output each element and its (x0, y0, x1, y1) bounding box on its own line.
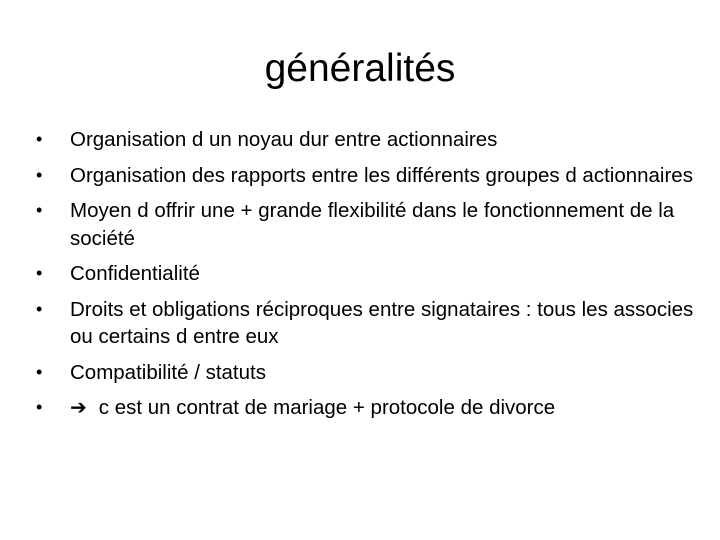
list-item (36, 162, 696, 190)
bullet-text: Organisation des rapports entre les différents groupes d actionnaires (70, 163, 693, 187)
bullet-list (36, 126, 696, 431)
bullet-text: Confidentialité (70, 262, 200, 285)
arrow-right-icon: ➔ (70, 397, 87, 419)
list-item (36, 197, 696, 252)
bullet-icon: • (36, 298, 43, 319)
bullet-icon: • (36, 361, 43, 382)
bullet-icon: • (36, 129, 43, 149)
list-item (36, 394, 696, 423)
list-item (36, 126, 696, 154)
list-item (36, 260, 696, 288)
list-item (36, 359, 696, 387)
bullet-icon: • (36, 164, 43, 185)
bullet-text: c est un contrat de mariage + protocole de divorce (98, 396, 556, 419)
bullet-text: Organisation d un noyau dur entre actionnaires (70, 128, 498, 151)
slide-title: généralités (264, 47, 456, 90)
bullet-icon: • (36, 397, 43, 417)
list-item (36, 296, 696, 351)
bullet-icon: • (36, 200, 43, 220)
bullet-text: Moyen d offrir une + grande flexibilité dans le fonctionnement de la société (70, 199, 675, 250)
bullet-text: Droits et obligations réciproques entre signataires : tous les associes ou certains d entre eux (70, 297, 694, 348)
bullet-text: Compatibilité / statuts (70, 360, 266, 384)
bullet-icon: • (36, 263, 43, 283)
